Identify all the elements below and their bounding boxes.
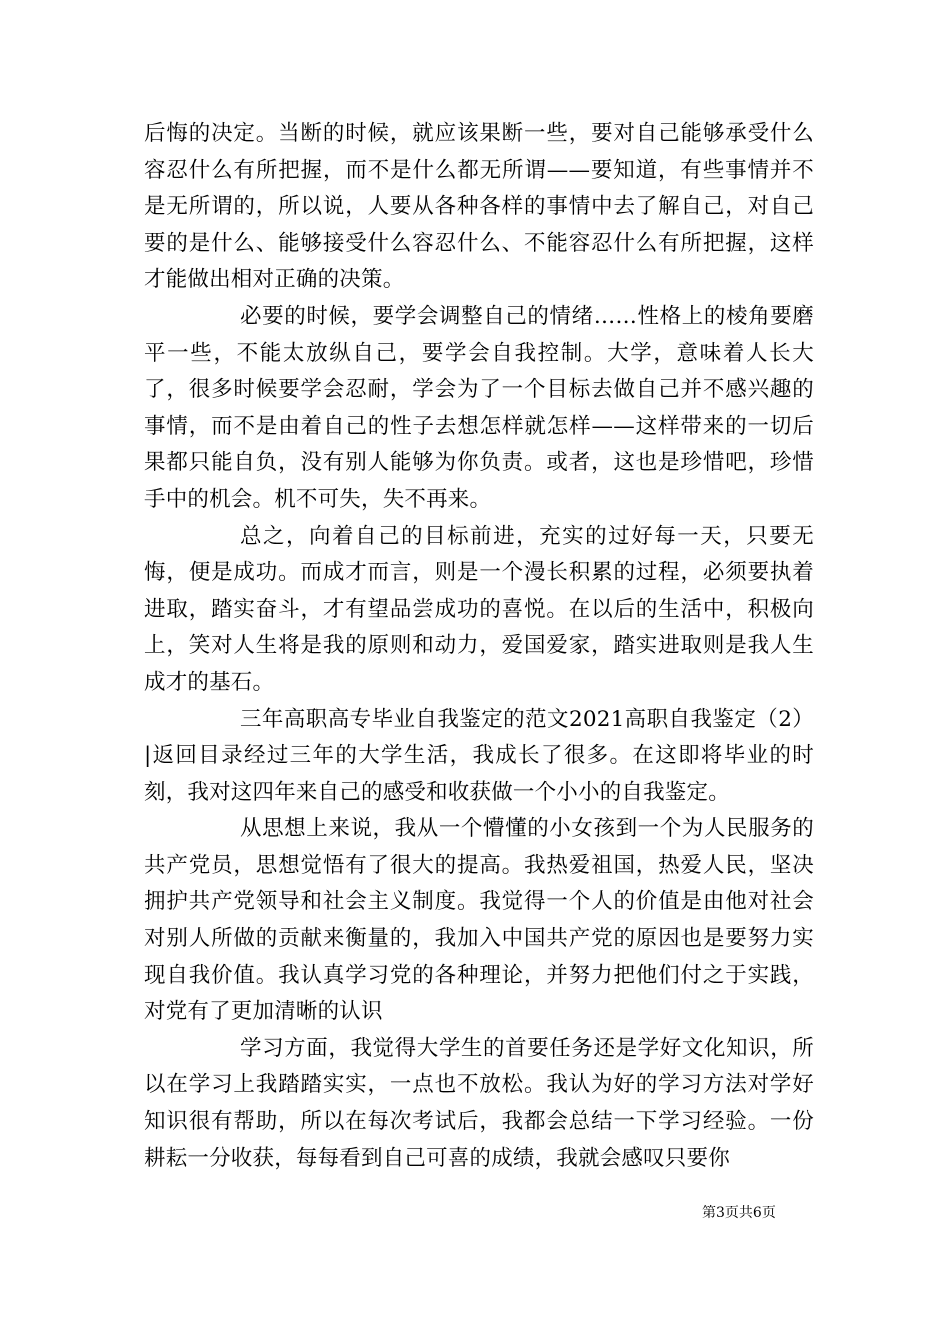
paragraph-2: 必要的时候，要学会调整自己的情绪……性格上的棱角要磨平一些，不能太放纵自己，要学会自我控制。大学，意味着人长大了，很多时候要学会忍耐，学会为了一个目标去做自己并不感兴趣的事情，而不是由着自己的性子去想怎样就怎样——这样带来的一切后果都只能自负，没有别人能够为你负责。或者，这也是珍惜吧，珍惜手中的机会。机不可失，失不再来。 bbox=[144, 303, 814, 512]
page-number-footer: 第3页共6页 bbox=[702, 1205, 776, 1221]
paragraph-5: 从思想上来说，我从一个懵懂的小女孩到一个为人民服务的共产党员，思想觉悟有了很大的提高。我热爱祖国，热爱人民，坚决拥护共产党领导和社会主义制度。我觉得一个人的价值是由他对社会对别人所做的贡献来衡量的，我加入中国共产党的原因也是要努力实现自我价值。我认真学习党的各种理论，并努力把他们付之于实践，对党有了更加清晰的认识 bbox=[144, 816, 814, 1025]
paragraph-6: 学习方面，我觉得大学生的首要任务还是学好文化知识，所以在学习上我踏踏实实，一点也不放松。我认为好的学习方法对学好知识很有帮助，所以在每次考试后，我都会总结一下学习经验。一份耕耘一分收获，每每看到自己可喜的成绩，我就会感叹只要你 bbox=[144, 1035, 814, 1171]
body-text bbox=[144, 116, 814, 1177]
paragraph-4: 三年高职高专毕业自我鉴定的范文2021高职自我鉴定（2）|返回目录经过三年的大学生活，我成长了很多。在这即将毕业的时刻，我对这四年来自己的感受和收获做一个小小的自我鉴定。 bbox=[144, 706, 814, 805]
paragraph-3: 总之，向着自己的目标前进，充实的过好每一天，只要无悔，便是成功。而成才而言，则是一个漫长积累的过程，必须要执着进取，踏实奋斗，才有望品尝成功的喜悦。在以后的生活中，积极向上，笑对人生将是我的原则和动力，爱国爱家，踏实进取则是我人生成才的基石。 bbox=[144, 523, 814, 695]
paragraph-1: 后悔的决定。当断的时候，就应该果断一些，要对自己能够承受什么容忍什么有所把握，而不是什么都无所谓——要知道，有些事情并不是无所谓的，所以说，人要从各种各样的事情中去了解自己，对自己要的是什么、能够接受什么容忍什么、不能容忍什么有所把握，这样才能做出相对正确的决策。 bbox=[144, 121, 814, 293]
